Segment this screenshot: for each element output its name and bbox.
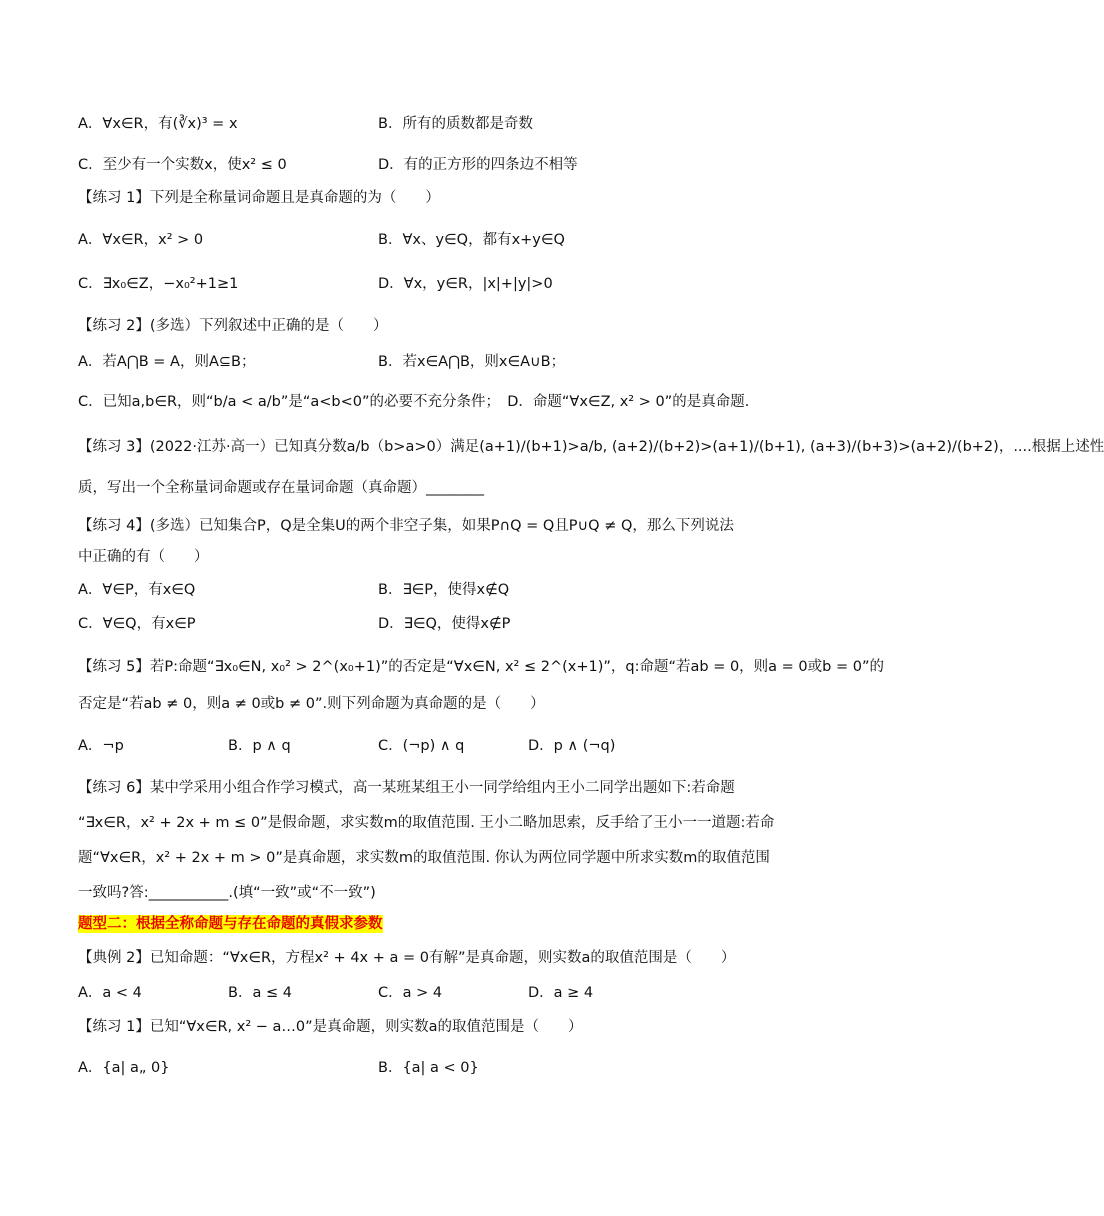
text-line: 【练习 1】已知“∀x∈R, x² − a…0”是真命题，则实数a的取值范围是（ ） <box>78 1019 583 1035</box>
text-line: C．∃x₀∈Z，−x₀²+1≥1 <box>78 276 239 292</box>
option-text: D．∃∈Q，使得x∉P <box>378 616 511 632</box>
option-text: C．a > 4 <box>378 985 443 1001</box>
text-line: C．至少有一个实数x，使x² ≤ 0 <box>78 157 287 173</box>
option-text: B．若x∈A⋂B，则x∈A∪B； <box>378 354 566 370</box>
text-line: A．∀∈P，有x∈Q <box>78 582 196 598</box>
text-line: C．已知a,b∈R，则“b/a < a/b”是“a<b<0”的必要不充分条件； D．命题“∀x∈Z, x² > 0”的是真命题. <box>78 394 750 410</box>
text-line: A．¬p <box>78 738 124 754</box>
option-text: D．有的正方形的四条边不相等 <box>378 157 578 173</box>
text-line: 【练习 3】(2022·江苏·高一）已知真分数a/b（b>a>0）满足(a+1)/(b+1)>a/b, (a+2)/(b+2)>(a+1)/(b+1), (a+3)/(b+3)>(a+2)/(b+2)，....根据上述性 <box>78 439 1104 455</box>
highlighted-heading-text: 题型二：根据全称命题与存在命题的真假求参数 <box>78 916 383 932</box>
option-text: D．p ∧ (¬q) <box>528 738 616 754</box>
text-line: 【练习 4】(多选）已知集合P，Q是全集U的两个非空子集，如果P∩Q = Q且P∪Q ≠ Q，那么下列说法 <box>78 518 734 534</box>
text-line: 否定是“若ab ≠ 0，则a ≠ 0或b ≠ 0”.则下列命题为真命题的是（ ） <box>78 696 545 712</box>
text-line: 【典例 2】已知命题：“∀x∈R，方程x² + 4x + a = 0有解”是真命题，则实数a的取值范围是（ ） <box>78 950 736 966</box>
text-line: C．∀∈Q，有x∈P <box>78 616 196 632</box>
text-line: A．∀x∈R，有(∛x)³ = x <box>78 116 238 132</box>
text-line: 【练习 1】下列是全称量词命题且是真命题的为（ ） <box>78 190 440 206</box>
text-line: 【练习 6】某中学采用小组合作学习模式，高一某班某组王小一同学给组内王小二同学出题如下:若命题 <box>78 780 735 796</box>
text-line: A．∀x∈R，x² > 0 <box>78 232 204 248</box>
text-line: A．{a| a„ 0} <box>78 1060 170 1076</box>
text-line: 【练习 2】(多选）下列叙述中正确的是（ ） <box>78 318 388 334</box>
section-heading <box>78 914 383 934</box>
option-text: B．p ∧ q <box>228 738 291 754</box>
option-text: D．a ≥ 4 <box>528 985 594 1001</box>
text-line: 【练习 5】若P:命题“∃x₀∈N, x₀² > 2^(x₀+1)”的否定是“∀x∈N, x² ≤ 2^(x+1)”，q:命题“若ab = 0，则a = 0或b = 0”的 <box>78 659 884 675</box>
option-text: C．(¬p) ∧ q <box>378 738 465 754</box>
text-line: A．a < 4 <box>78 985 142 1001</box>
text-line: 质，写出一个全称量词命题或存在量词命题（真命题）________ <box>78 480 484 496</box>
option-text: B．所有的质数都是奇数 <box>378 116 533 132</box>
text-line: 题“∀x∈R，x² + 2x + m > 0”是真命题，求实数m的取值范围. 你认为两位同学题中所求实数m的取值范围 <box>78 850 770 866</box>
text-line: 一致吗?答:___________.(填“一致”或“不一致”) <box>78 885 376 901</box>
text-line: “∃x∈R，x² + 2x + m ≤ 0”是假命题，求实数m的取值范围. 王小二略加思索，反手给了王小一一道题:若命 <box>78 815 775 831</box>
option-text: D．∀x，y∈R，|x|+|y|>0 <box>378 276 553 292</box>
option-text: B．a ≤ 4 <box>228 985 292 1001</box>
text-line: A．若A⋂B = A，则A⊆B； <box>78 354 256 370</box>
text-line: 中正确的有（ ） <box>78 549 209 565</box>
option-text: B．∃∈P，使得x∉Q <box>378 582 510 598</box>
option-text: B．∀x、y∈Q，都有x+y∈Q <box>378 232 565 248</box>
option-text: B．{a| a < 0} <box>378 1060 479 1076</box>
